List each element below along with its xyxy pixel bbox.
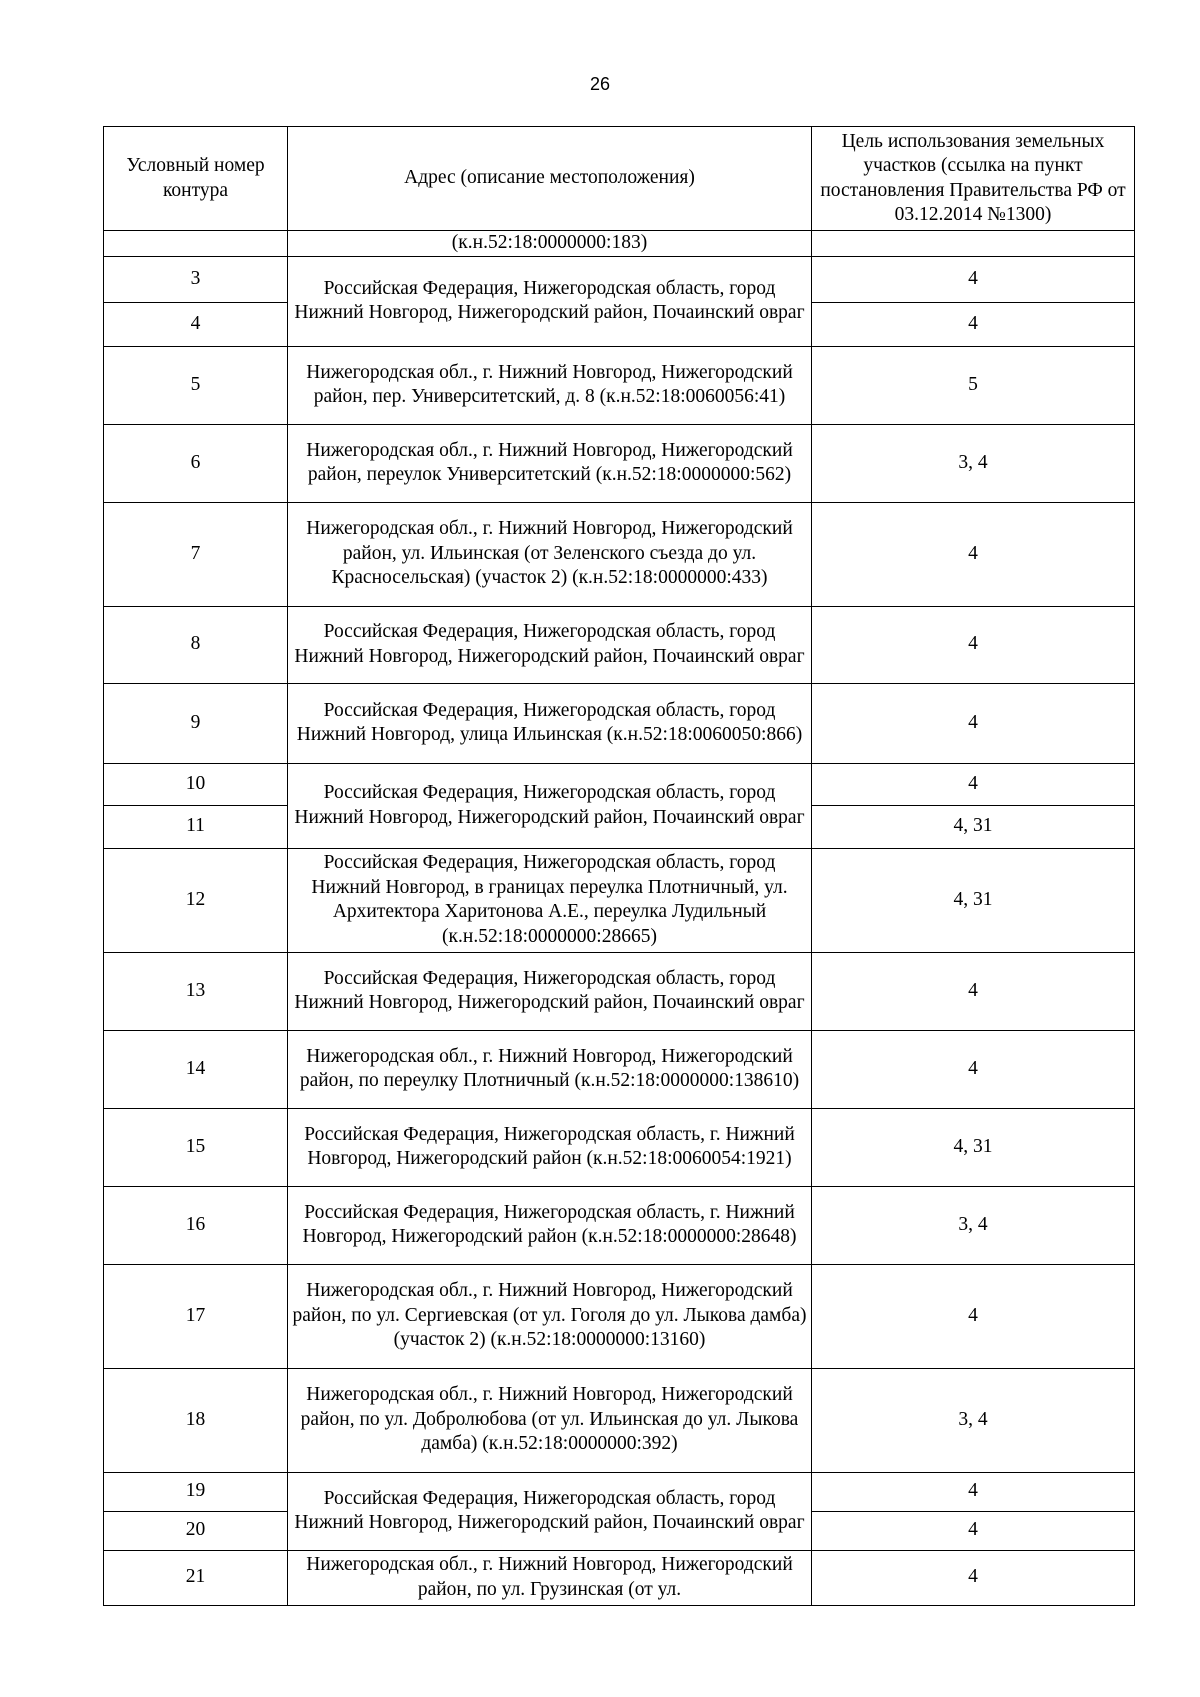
contour-number: 16 — [104, 1186, 288, 1264]
table-row — [104, 1472, 1135, 1511]
contour-number — [104, 231, 288, 257]
address: Российская Федерация, Нижегородская область, город Нижний Новгород, Нижегородский район, Почаинский овраг — [288, 952, 812, 1030]
purpose: 4, 31 — [812, 848, 1135, 952]
address: Нижегородская обл., г. Нижний Новгород, Нижегородский район, по ул. Сергиевская (от ул. Гоголя до ул. Лыкова дамба) (участок 2) (к.н.52:18:0000000:13160) — [288, 1264, 812, 1368]
contour-number: 10 — [104, 763, 288, 805]
table-row — [104, 1550, 1135, 1605]
table-row — [104, 502, 1135, 606]
header-contour-number: Условный номер контура — [104, 127, 288, 231]
purpose: 4 — [812, 1264, 1135, 1368]
purpose: 3, 4 — [812, 424, 1135, 502]
contour-number: 9 — [104, 683, 288, 763]
purpose: 4 — [812, 1472, 1135, 1511]
table-row — [104, 606, 1135, 683]
contour-number: 12 — [104, 848, 288, 952]
table-row — [104, 1368, 1135, 1472]
purpose: 3, 4 — [812, 1368, 1135, 1472]
address: Нижегородская обл., г. Нижний Новгород, Нижегородский район, по ул. Добролюбова (от ул. Ильинская до ул. Лыкова дамба) (к.н.52:18:0000000:392) — [288, 1368, 812, 1472]
address: Российская Федерация, Нижегородская область, город Нижний Новгород, Нижегородский район, Почаинский овраг — [288, 763, 812, 848]
header-address: Адрес (описание местоположения) — [288, 127, 812, 231]
contour-number: 3 — [104, 256, 288, 302]
purpose: 4, 31 — [812, 805, 1135, 848]
table-row — [104, 424, 1135, 502]
purpose: 4 — [812, 606, 1135, 683]
address: Российская Федерация, Нижегородская область, город Нижний Новгород, Нижегородский район, Почаинский овраг — [288, 606, 812, 683]
table-row — [104, 683, 1135, 763]
table-row — [104, 1108, 1135, 1186]
contour-number: 4 — [104, 302, 288, 346]
address: Нижегородская обл., г. Нижний Новгород, Нижегородский район, по ул. Грузинская (от ул. — [288, 1550, 812, 1605]
purpose: 3, 4 — [812, 1186, 1135, 1264]
purpose: 4 — [812, 952, 1135, 1030]
purpose: 4, 31 — [812, 1108, 1135, 1186]
address: Российская Федерация, Нижегородская область, город Нижний Новгород, улица Ильинская (к.н.52:18:0060050:866) — [288, 683, 812, 763]
address: Нижегородская обл., г. Нижний Новгород, Нижегородский район, пер. Университетский, д. 8 (к.н.52:18:0060056:41) — [288, 346, 812, 424]
land-plots-table — [103, 126, 1135, 1606]
contour-number: 21 — [104, 1550, 288, 1605]
contour-number: 20 — [104, 1511, 288, 1550]
purpose: 4 — [812, 256, 1135, 302]
purpose: 4 — [812, 302, 1135, 346]
purpose: 5 — [812, 346, 1135, 424]
purpose: 4 — [812, 1511, 1135, 1550]
contour-number: 15 — [104, 1108, 288, 1186]
table-row — [104, 256, 1135, 302]
contour-number: 5 — [104, 346, 288, 424]
table-row — [104, 346, 1135, 424]
contour-number: 8 — [104, 606, 288, 683]
address: (к.н.52:18:0000000:183) — [288, 231, 812, 257]
contour-number: 17 — [104, 1264, 288, 1368]
address: Нижегородская обл., г. Нижний Новгород, Нижегородский район, ул. Ильинская (от Зеленского съезда до ул. Красносельская) (участок 2) (к.н.52:18:0000000:433) — [288, 502, 812, 606]
purpose: 4 — [812, 1030, 1135, 1108]
contour-number: 11 — [104, 805, 288, 848]
contour-number: 6 — [104, 424, 288, 502]
address: Нижегородская обл., г. Нижний Новгород, Нижегородский район, по переулку Плотничный (к.н.52:18:0000000:138610) — [288, 1030, 812, 1108]
table-row — [104, 952, 1135, 1030]
table-row — [104, 848, 1135, 952]
contour-number: 14 — [104, 1030, 288, 1108]
address: Российская Федерация, Нижегородская область, г. Нижний Новгород, Нижегородский район (к.н.52:18:0000000:28648) — [288, 1186, 812, 1264]
purpose: 4 — [812, 763, 1135, 805]
contour-number: 19 — [104, 1472, 288, 1511]
table-row — [104, 763, 1135, 805]
contour-number: 7 — [104, 502, 288, 606]
purpose: 4 — [812, 683, 1135, 763]
page-number: 26 — [589, 74, 611, 94]
purpose — [812, 231, 1135, 257]
table-row — [104, 231, 1135, 257]
table-header-row — [104, 127, 1135, 231]
table-row — [104, 1264, 1135, 1368]
contour-number: 18 — [104, 1368, 288, 1472]
header-purpose: Цель использования земельных участков (ссылка на пункт постановления Правительства РФ от 03.12.2014 №1300) — [812, 127, 1135, 231]
purpose: 4 — [812, 502, 1135, 606]
contour-number: 13 — [104, 952, 288, 1030]
address: Российская Федерация, Нижегородская область, город Нижний Новгород, в границах переулка Плотничный, ул. Архитектора Харитонова А.Е., переулка Лудильный (к.н.52:18:0000000:28665) — [288, 848, 812, 952]
address: Российская Федерация, Нижегородская область, город Нижний Новгород, Нижегородский район, Почаинский овраг — [288, 1472, 812, 1550]
purpose: 4 — [812, 1550, 1135, 1605]
table-row — [104, 1030, 1135, 1108]
address: Нижегородская обл., г. Нижний Новгород, Нижегородский район, переулок Университетский (к.н.52:18:0000000:562) — [288, 424, 812, 502]
address: Российская Федерация, Нижегородская область, город Нижний Новгород, Нижегородский район, Почаинский овраг — [288, 256, 812, 346]
table-row — [104, 1186, 1135, 1264]
address: Российская Федерация, Нижегородская область, г. Нижний Новгород, Нижегородский район (к.н.52:18:0060054:1921) — [288, 1108, 812, 1186]
